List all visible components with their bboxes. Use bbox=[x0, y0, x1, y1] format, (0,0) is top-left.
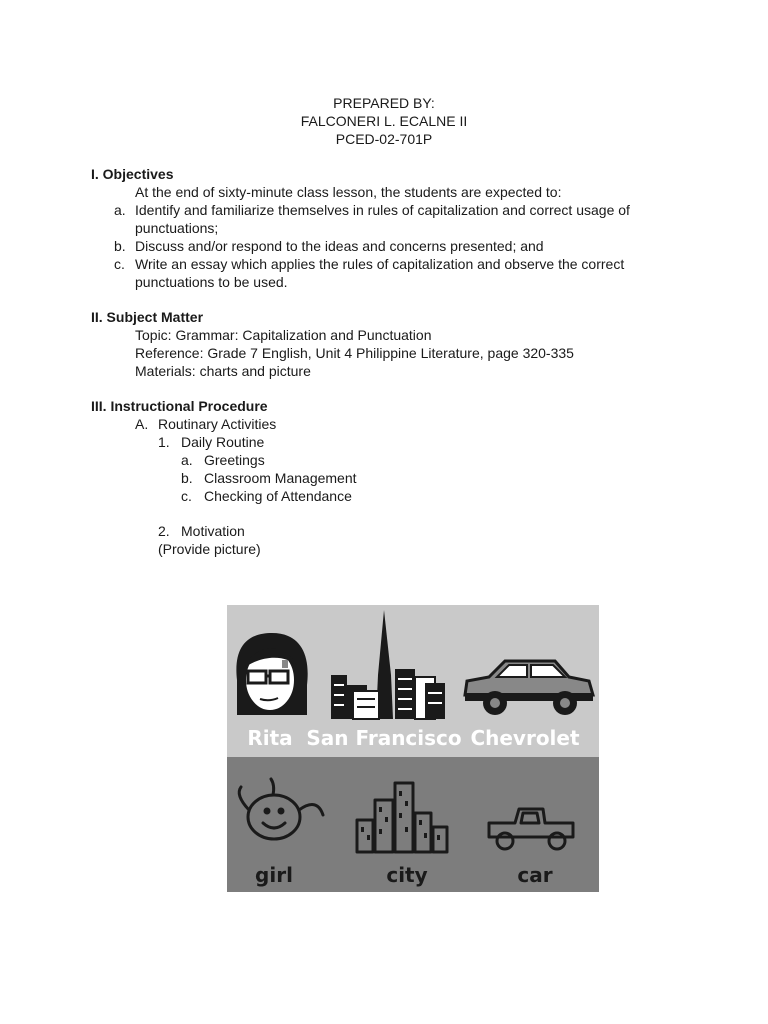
routine-item-attendance: Checking of Attendance bbox=[204, 488, 352, 504]
provide-picture-note: (Provide picture) bbox=[158, 541, 261, 557]
objective-marker-a: a. bbox=[114, 202, 126, 218]
label-car: car bbox=[517, 863, 553, 887]
objective-item-a: Identify and familiarize themselves in rules of capitalization and correct usage of punctuations; bbox=[135, 202, 630, 236]
motivation-picture bbox=[227, 605, 599, 892]
procedure-a-label: Routinary Activities bbox=[158, 416, 277, 432]
objective-marker-b: b. bbox=[114, 238, 126, 254]
rita-portrait-icon bbox=[236, 633, 307, 715]
step2-marker: 2. bbox=[158, 523, 170, 539]
step2-label: Motivation bbox=[181, 523, 245, 539]
subject-topic: Topic: Grammar: Capitalization and Punctuation bbox=[135, 327, 432, 343]
routine-marker-c: c. bbox=[181, 488, 192, 504]
course-code: PCED-02-701P bbox=[335, 131, 433, 147]
label-rita: Rita bbox=[247, 726, 293, 750]
subject-reference: Reference: Grade 7 English, Unit 4 Philippine Literature, page 320-335 bbox=[135, 345, 574, 361]
procedure-heading: III. Instructional Procedure bbox=[91, 398, 268, 414]
subject-materials: Materials: charts and picture bbox=[135, 363, 311, 379]
objective-item-b: Discuss and/or respond to the ideas and concerns presented; and bbox=[135, 238, 544, 254]
subject-matter-heading: II. Subject Matter bbox=[91, 309, 204, 325]
routine-marker-b: b. bbox=[181, 470, 193, 486]
prepared-by-label: PREPARED BY: bbox=[333, 95, 435, 111]
procedure-a-marker: A. bbox=[135, 416, 149, 432]
objective-marker-c: c. bbox=[114, 256, 125, 272]
label-city: city bbox=[386, 863, 428, 887]
objectives-heading: I. Objectives bbox=[91, 166, 174, 182]
label-girl: girl bbox=[255, 863, 293, 887]
step1-marker: 1. bbox=[158, 434, 170, 450]
objective-item-c: Write an essay which applies the rules of capitalization and observe the correct punctuations to be used. bbox=[135, 256, 625, 290]
label-san-francisco: San Francisco bbox=[306, 726, 462, 750]
routine-item-greetings: Greetings bbox=[204, 452, 265, 468]
author-name: FALCONERI L. ECALNE II bbox=[300, 113, 468, 129]
routine-marker-a: a. bbox=[181, 452, 193, 468]
objectives-intro: At the end of sixty-minute class lesson, the students are expected to: bbox=[135, 184, 562, 200]
label-chevrolet: Chevrolet bbox=[470, 726, 580, 750]
step1-label: Daily Routine bbox=[181, 434, 265, 450]
routine-item-classroom: Classroom Management bbox=[204, 470, 357, 486]
